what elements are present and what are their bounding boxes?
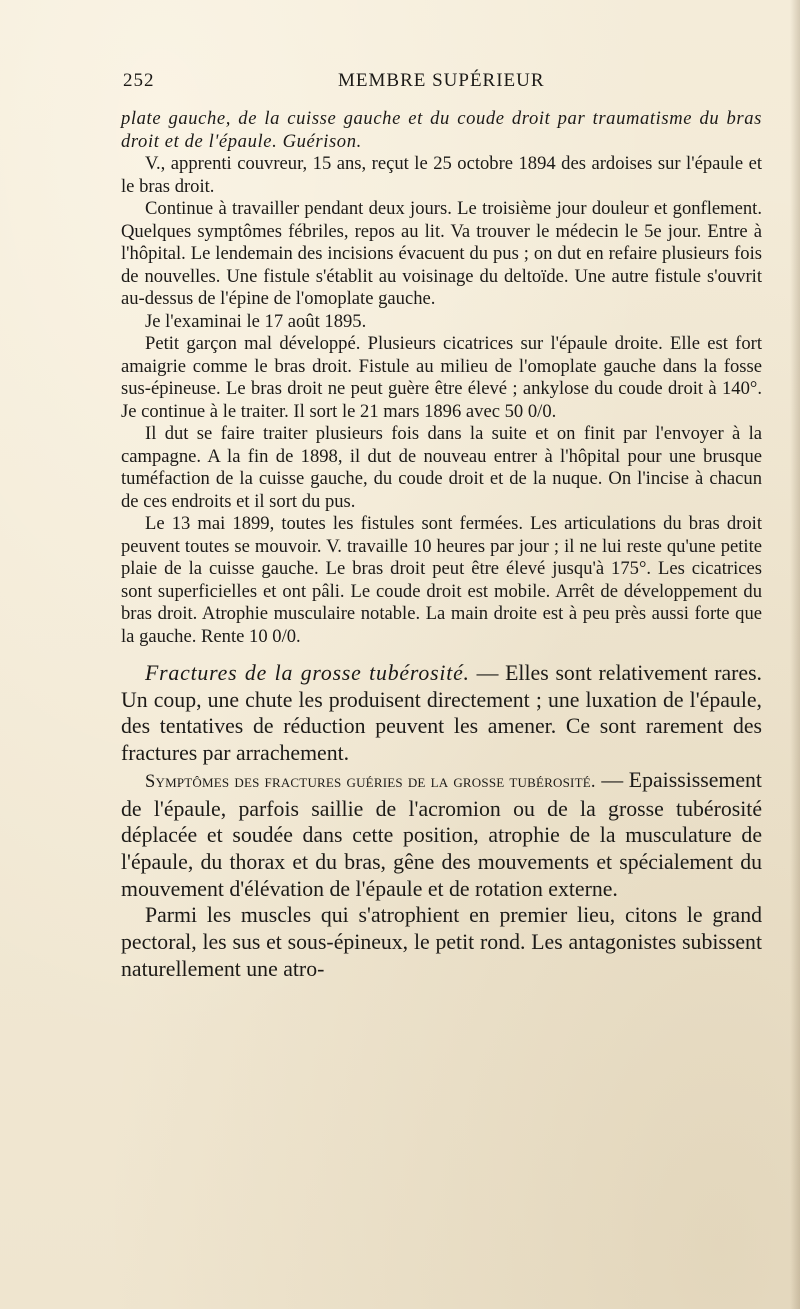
case-paragraph: V., apprenti couvreur, 15 ans, reçut le 25 octobre 1894 des ardoises sur l'épaule et le bras droit. (121, 153, 762, 197)
case-paragraph: Continue à travailler pendant deux jours. Le troisième jour douleur et gonflement. Quelques symptômes fébriles, repos au lit. Va trouver le médecin le 5e jour. Entre à l'hôpital. Le lendemain des incisions évacuent du pus ; on dut en refaire plusieurs fois de nouvelles. Une fistule s'établit au voisinage du deltoïde. Une autre fistule s'ouvrit au-dessus de l'épine de l'omoplate gauche. (121, 198, 762, 309)
section-intro: — Elles sont relativement rares. Un coup, une chute les produisent directement ; une luxation de l'épaule, des tentatives de réduction peuvent les amener. Ce sont rarement des fractures par arrachement. (121, 661, 762, 766)
symptoms-heading: Symptômes des fractures guéries de la grosse tubérosité. (145, 771, 596, 792)
case-paragraph: Le 13 mai 1899, toutes les fistules sont fermées. Les articulations du bras droit peuvent toutes se mouvoir. V. travaille 10 heures par jour ; il ne lui reste qu'une petite plaie de la cuisse gauche. Le bras droit peut être élevé jusqu'à 175°. Les cicatrices sont superficielles et ont pâli. Le coude droit est mobile. Arrêt de développement du bras droit. Atrophie musculaire notable. La main droite est à peu près aussi forte que la gauche. Rente 10 0/0. (121, 513, 762, 647)
fractures-section (121, 660, 762, 982)
case-title: plate gauche, de la cuisse gauche et du coude droit par traumatisme du bras droit et de l'épaule. Guérison. (121, 108, 762, 152)
section-intro-paragraph (121, 660, 762, 767)
case-paragraph: Petit garçon mal développé. Plusieurs cicatrices sur l'épaule droite. Elle est fort amaigrie comme le bras droit. Fistule au milieu de l'omoplate gauche dans la fosse sus-épineuse. Le bras droit ne peut guère être élevé ; ankylose du coude droit à 140°. Je continue à le traiter. Il sort le 21 mars 1896 avec 50 0/0. (121, 333, 762, 422)
case-report (121, 108, 762, 648)
symptoms-text: — Epaississement de l'épaule, parfois saillie de l'acromion ou de la grosse tubérosité déplacée et soudée dans cette position, atrophie de la musculature de l'épaule, du thorax et du bras, gêne des mouvements et spécialement du mouvement d'élévation de l'épaule et de rotation externe. (121, 767, 762, 901)
case-paragraph: Je l'examinai le 17 août 1895. (145, 310, 367, 332)
page-body (121, 108, 762, 982)
symptoms-paragraph (121, 767, 762, 903)
page-header (123, 70, 760, 98)
page-edge-shadow (790, 0, 800, 1309)
case-paragraph: Il dut se faire traiter plusieurs fois dans la suite et on finit par l'envoyer à la campagne. A la fin de 1898, il dut de nouveau entrer à l'hôpital pour une brusque tuméfaction de la cuisse gauche, du coude droit et de la nuque. On l'incise à chacun de ces endroits et il sort du pus. (121, 423, 762, 512)
muscles-paragraph: Parmi les muscles qui s'atrophient en premier lieu, citons le grand pectoral, les sus et sous-épineux, le petit rond. Les antagonistes subissent naturellement une atro- (121, 903, 762, 981)
page-number: 252 (123, 70, 155, 91)
running-title: MEMBRE SUPÉRIEUR (338, 70, 545, 91)
section-heading: Fractures de la grosse tubérosité. (145, 661, 470, 685)
